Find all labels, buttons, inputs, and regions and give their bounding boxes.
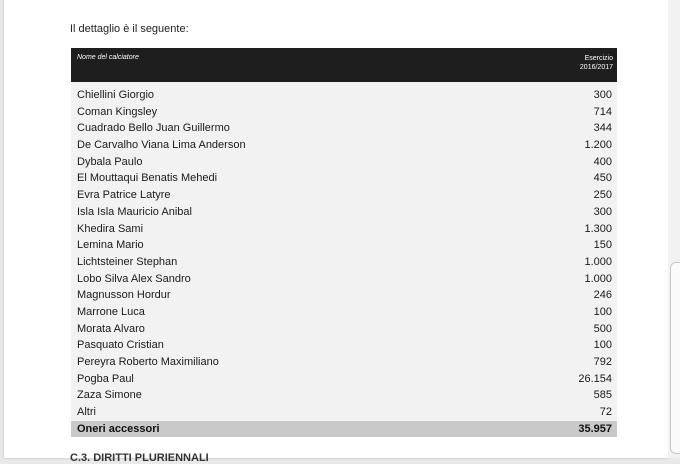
player-name: Pogba Paul [77,372,134,385]
table-row [71,321,617,338]
table-row [71,154,617,171]
player-name: Chiellini Giorgio [77,89,155,101]
table-row [71,271,617,288]
intro-text: Il dettaglio è il seguente: [70,23,189,35]
player-value: 792 [593,356,612,368]
table-row [71,120,617,137]
player-value: 300 [593,205,612,218]
player-value: 150 [593,239,612,252]
player-name: Pasquato Cristian [77,339,164,352]
table-row [71,337,617,354]
total-label: Oneri accessori [77,422,160,435]
player-value: 246 [593,289,612,302]
player-value: 100 [593,305,612,318]
player-name: Lemina Mario [77,239,144,252]
player-name: Evra Patrice Latyre [77,189,171,202]
player-value: 500 [593,322,612,335]
table-row [71,371,617,388]
player-value: 714 [593,105,612,118]
header-year-line1: Esercizio [584,55,613,62]
player-value: 72 [599,406,612,419]
players-table [71,48,617,437]
player-name: Pereyra Roberto Maximiliano [77,356,219,368]
player-value: 100 [593,339,612,352]
player-name: De Carvalho Viana Lima Anderson [77,139,246,152]
total-value: 35.957 [578,422,612,435]
table-row [71,404,617,421]
player-value: 400 [593,155,612,168]
player-name: Morata Alvaro [77,322,145,335]
table-row [71,354,617,371]
player-value: 26.154 [578,372,612,385]
table-row [71,104,617,121]
table-row [71,304,617,321]
player-value: 1.200 [584,139,612,152]
player-value: 1.000 [584,255,612,268]
table-row [71,187,617,204]
header-year-line2: 2016/2017 [579,64,613,71]
player-name: Marrone Luca [77,305,145,318]
player-value: 344 [593,122,612,135]
player-name: Cuadrado Bello Juan Guillermo [77,122,230,135]
player-name: Coman Kingsley [77,105,158,118]
table-row [71,221,617,238]
table-row [71,204,617,221]
table-row [71,170,617,187]
table-header [71,48,617,82]
player-value: 1.000 [584,272,612,285]
table-body [71,82,617,421]
player-name: El Mouttaqui Benatis Mehedi [77,172,218,185]
player-name: Dybala Paulo [77,155,143,168]
table-row [71,237,617,254]
player-value: 250 [593,189,612,202]
table-row [71,387,617,404]
player-name: Lobo Silva Alex Sandro [77,272,191,285]
table-row [71,137,617,154]
player-value: 300 [593,89,612,101]
player-name: Isla Isla Mauricio Anibal [77,205,192,218]
table-row [71,254,617,271]
document-page [4,0,668,464]
header-fiscal-year [580,54,613,72]
player-name: Zaza Simone [77,389,142,402]
total-row [71,421,617,437]
table-row [71,287,617,304]
side-panel-handle[interactable] [670,262,680,454]
header-player-name: Nome del calciatore [77,54,139,61]
player-name: Khedira Sami [77,222,144,235]
player-name: Magnusson Hordur [77,289,171,302]
table-row [71,87,617,104]
player-value: 450 [593,172,612,185]
player-name: Altri [77,406,96,419]
player-value: 1.300 [584,222,612,235]
player-value: 585 [593,389,612,402]
next-section-heading: C.3. DIRITTI PLURIENNALI [70,452,209,464]
player-name: Lichtsteiner Stephan [77,255,178,268]
